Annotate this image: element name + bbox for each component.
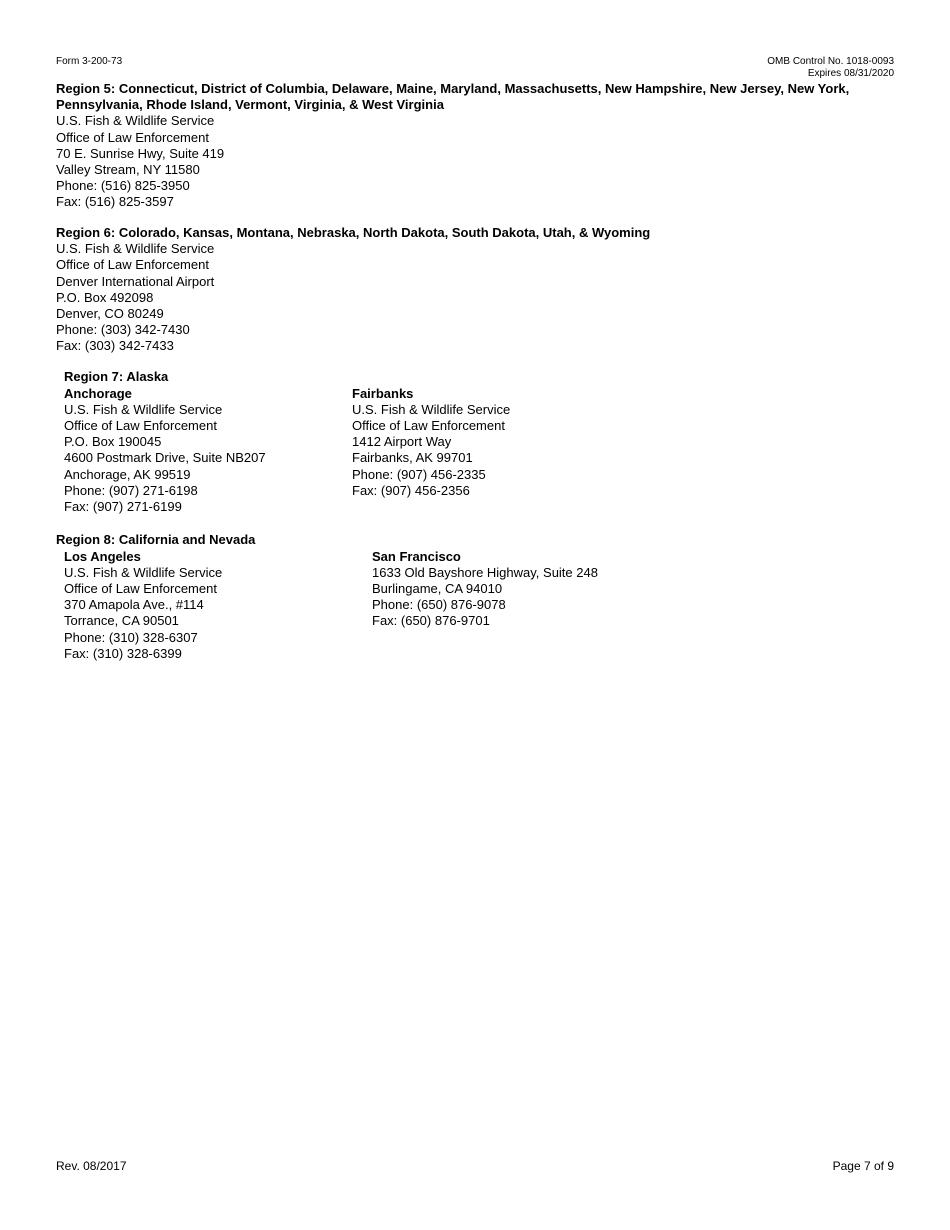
region-5-address <box>56 113 896 210</box>
page-number: Page 7 of 9 <box>832 1159 894 1173</box>
form-number: Form 3-200-73 <box>56 56 123 67</box>
fax-number: Fax: (650) 876-9701 <box>372 613 490 629</box>
address-line: Anchorage, AK 99519 <box>64 466 191 482</box>
address-line: Office of Law Enforcement <box>56 129 209 145</box>
address-line: 1633 Old Bayshore Highway, Suite 248 <box>372 564 598 580</box>
region-7-office-anchorage <box>64 386 266 516</box>
fax-number: Fax: (310) 328-6399 <box>64 645 182 661</box>
phone-number: Phone: (310) 328-6307 <box>64 629 198 645</box>
address-line: Valley Stream, NY 11580 <box>56 162 200 178</box>
fax-number: Fax: (516) 825-3597 <box>56 194 174 210</box>
address-line: Office of Law Enforcement <box>64 580 217 596</box>
phone-number: Phone: (303) 342-7430 <box>56 322 190 338</box>
address-line: Torrance, CA 90501 <box>64 613 179 629</box>
address-line: Office of Law Enforcement <box>64 417 217 433</box>
office-name: Los Angeles <box>64 548 141 564</box>
address-line: Burlingame, CA 94010 <box>372 580 503 596</box>
phone-number: Phone: (650) 876-9078 <box>372 597 506 613</box>
address-line: Denver International Airport <box>56 273 215 289</box>
region-7-office-fairbanks <box>352 386 510 499</box>
address-line: P.O. Box 492098 <box>56 289 154 305</box>
office-name: San Francisco <box>372 548 461 564</box>
phone-number: Phone: (907) 456-2335 <box>352 466 486 482</box>
omb-control-number: OMB Control No. 1018-0093 <box>767 56 894 67</box>
region-7-heading: Region 7: Alaska <box>64 369 169 384</box>
address-line: P.O. Box 190045 <box>64 434 162 450</box>
region-6-address <box>56 241 896 354</box>
address-line: U.S. Fish & Wildlife Service <box>64 401 223 417</box>
region-6-section <box>56 225 896 355</box>
address-line: U.S. Fish & Wildlife Service <box>64 564 223 580</box>
omb-control-block <box>767 56 894 80</box>
region-8-office-los-angeles <box>64 549 222 662</box>
address-line: Office of Law Enforcement <box>56 257 209 273</box>
phone-number: Phone: (516) 825-3950 <box>56 178 190 194</box>
address-line: U.S. Fish & Wildlife Service <box>56 113 215 129</box>
revision-date: Rev. 08/2017 <box>56 1159 127 1173</box>
office-name: Anchorage <box>64 385 132 401</box>
address-line: Denver, CO 80249 <box>56 306 164 322</box>
region-6-heading: Region 6: Colorado, Kansas, Montana, Nebraska, North Dakota, South Dakota, Utah, & Wyoming <box>56 225 651 240</box>
address-line: U.S. Fish & Wildlife Service <box>352 401 511 417</box>
address-line: 1412 Airport Way <box>352 434 452 450</box>
phone-number: Phone: (907) 271-6198 <box>64 482 198 498</box>
address-line: U.S. Fish & Wildlife Service <box>56 241 215 257</box>
address-line: 70 E. Sunrise Hwy, Suite 419 <box>56 145 225 161</box>
fax-number: Fax: (907) 456-2356 <box>352 482 470 498</box>
region-5-section <box>56 81 896 211</box>
address-line: Fairbanks, AK 99701 <box>352 450 473 466</box>
expiration-date: Expires 08/31/2020 <box>807 68 894 79</box>
fax-number: Fax: (907) 271-6199 <box>64 498 182 514</box>
region-8-office-san-francisco <box>372 549 598 630</box>
address-line: 370 Amapola Ave., #114 <box>64 597 204 613</box>
address-line: 4600 Postmark Drive, Suite NB207 <box>64 450 266 466</box>
address-line: Office of Law Enforcement <box>352 417 505 433</box>
fax-number: Fax: (303) 342-7433 <box>56 338 174 354</box>
region-5-heading: Region 5: Connecticut, District of Columbia, Delaware, Maine, Maryland, Massachusetts, New Hampshire, New Jersey, New York, Pennsylvania, Rhode Island, Vermont, Virginia, & West Virginia <box>56 81 850 113</box>
region-8-heading: Region 8: California and Nevada <box>56 532 256 547</box>
office-name: Fairbanks <box>352 385 414 401</box>
